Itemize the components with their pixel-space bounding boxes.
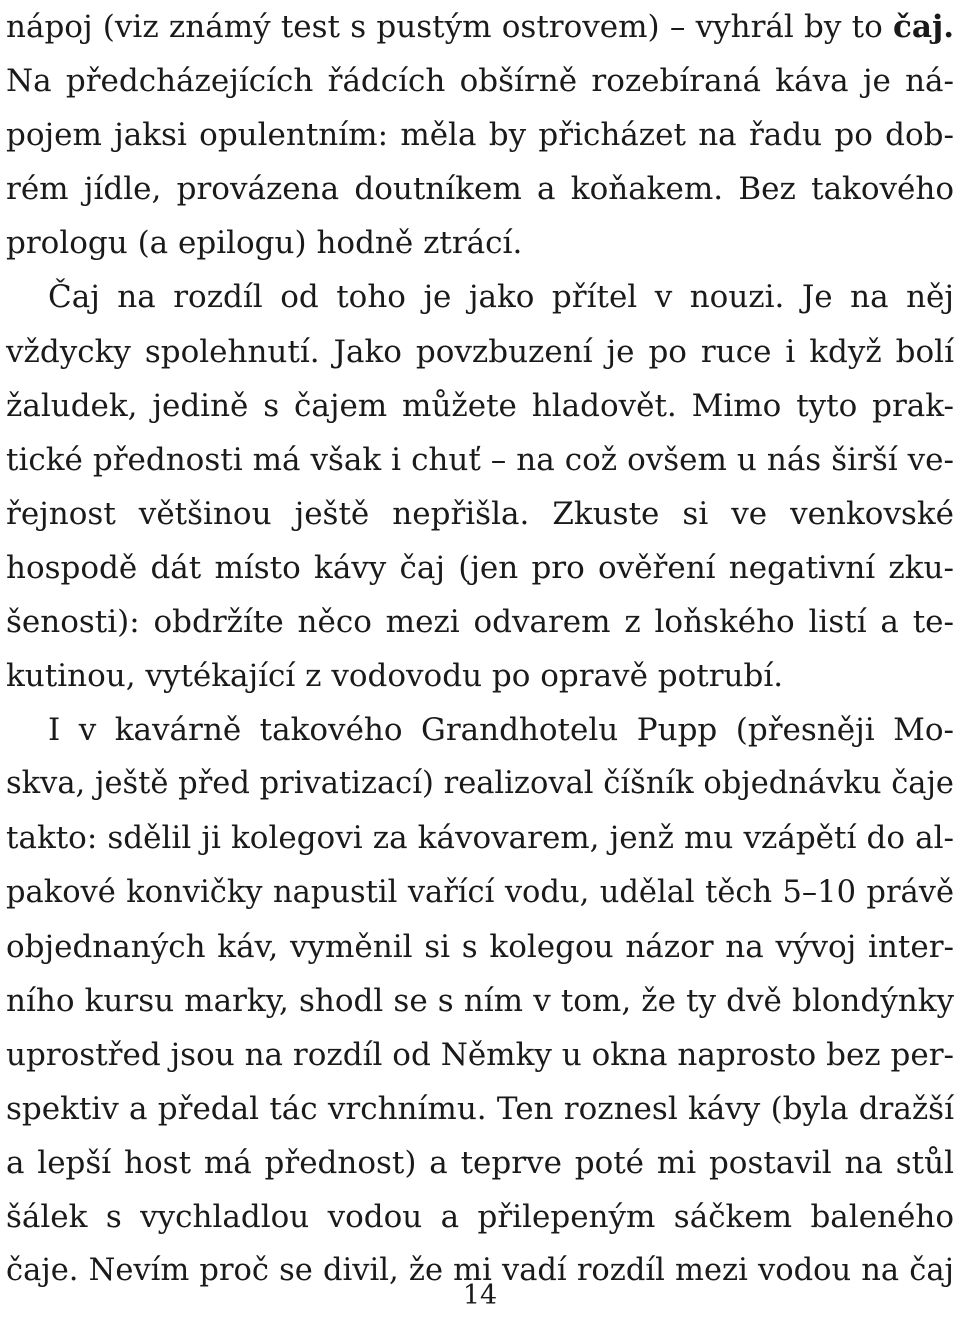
text-line: spektiv a předal tác vrchnímu. Ten roznesl kávy (byla dražší [6, 1090, 954, 1127]
text-line: objednaných káv, vyměnil si s kolegou názor na vývoj inter- [6, 928, 954, 965]
text-line: tické přednosti má však i chuť – na což ovšem u nás širší ve- [6, 441, 954, 478]
text-line: ního kursu marky, shodl se s ním v tom, že ty dvě blondýnky [6, 982, 954, 1019]
text-line: čaje. Nevím proč se divil, že mi vadí rozdíl mezi vodou na čaj [6, 1253, 954, 1289]
text-line: Na předcházejících řádcích obšírně rozebíraná káva je ná- [6, 63, 954, 100]
text-line: nápoj (viz známý test s pustým ostrovem) – vyhrál by to čaj. [6, 9, 954, 45]
bold-word: čaj. [893, 9, 954, 45]
text-line: hospodě dát místo kávy čaj (jen pro ověření negativní zku- [6, 549, 954, 586]
paragraph-end-line: prologu (a epilogu) hodně ztrácí. [6, 225, 523, 262]
body-text [6, 0, 954, 1298]
text-line: řejnost většinou ještě nepřišla. Zkuste si ve venkovské [6, 495, 954, 532]
paragraph-end-line: kutinou, vytékající z vodovodu po opravě potrubí. [6, 658, 784, 695]
text-line: uprostřed jsou na rozdíl od Němky u okna naprosto bez per- [6, 1036, 954, 1073]
text-line: vždycky spolehnutí. Jako povzbuzení je po ruce i když bolí [6, 333, 954, 370]
page-number: 14 [462, 1280, 498, 1311]
text-line: pojem jaksi opulentním: měla by přicházet na řadu po dob- [6, 117, 954, 154]
paragraph-start-line: Čaj na rozdíl od toho je jako přítel v nouzi. Je na něj [48, 279, 954, 316]
text-line: rém jídle, provázena doutníkem a koňakem. Bez takového [6, 171, 954, 208]
text-line: šenosti): obdržíte něco mezi odvarem z loňského listí a te- [6, 604, 954, 641]
text-line: šálek s vychladlou vodou a přilepeným sáčkem baleného [6, 1199, 954, 1236]
paragraph-start-line: I v kavárně takového Grandhotelu Pupp (přesněji Mo- [48, 712, 954, 749]
text-line: pakové konvičky napustil vařící vodu, udělal těch 5–10 právě [6, 874, 954, 910]
text-line: žaludek, jedině s čajem můžete hladovět. Mimo tyto prak- [6, 387, 954, 424]
text-line: skva, ještě před privatizací) realizoval číšník objednávku čaje [6, 766, 954, 802]
text-line: a lepší host má přednost) a teprve poté mi postavil na stůl [6, 1144, 954, 1181]
text-line: takto: sdělil ji kolegovi za kávovarem, jenž mu vzápětí do al- [6, 820, 954, 857]
